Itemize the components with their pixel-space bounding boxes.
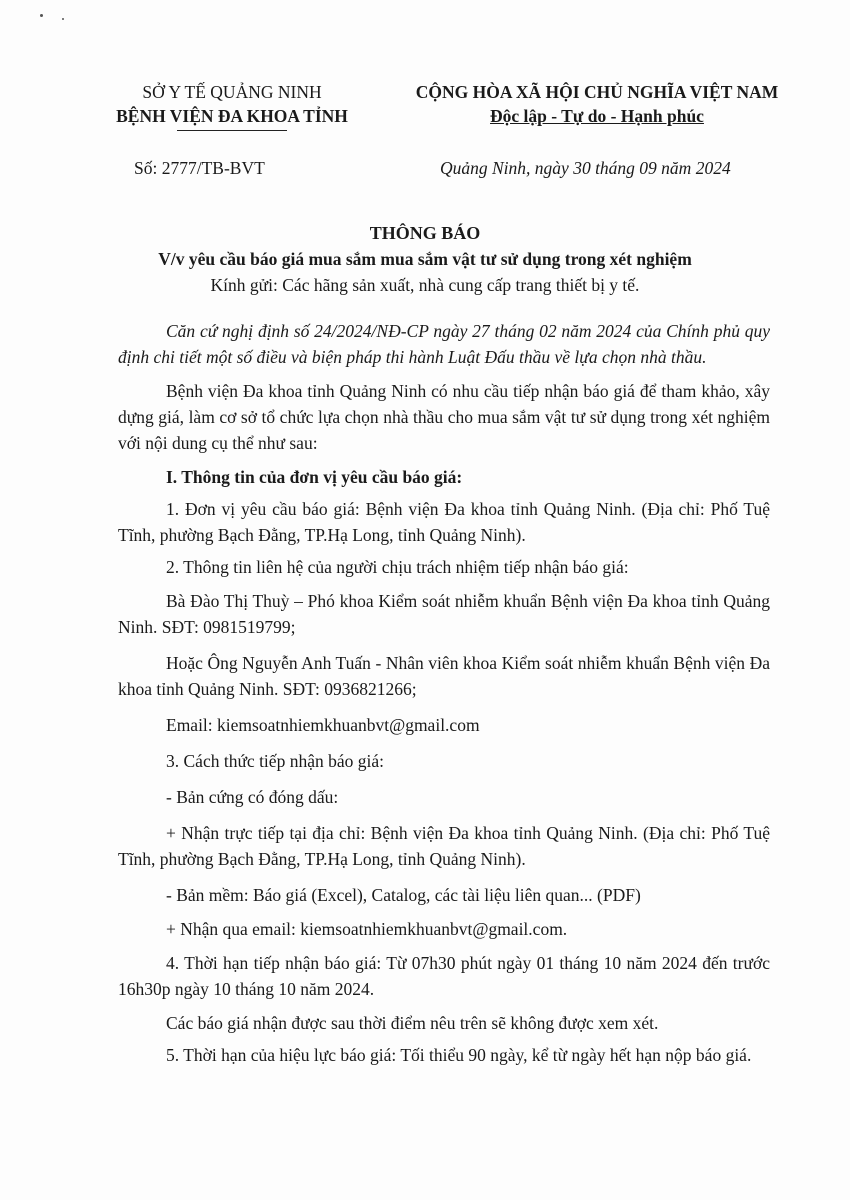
contact-person-1: Bà Đào Thị Thuỳ – Phó khoa Kiểm soát nhiễm khuẩn Bệnh viện Đa khoa tỉnh Quảng Ninh. SĐT: 0981519799;: [118, 591, 770, 637]
issuing-agency: [96, 80, 368, 131]
agency-underline: [177, 130, 287, 131]
legal-basis: Căn cứ nghị định số 24/2024/NĐ-CP ngày 27 tháng 02 năm 2024 của Chính phủ quy định chi tiết một số điều và biện pháp thi hành Luật Đấu thầu về lựa chọn nhà thầu.: [118, 321, 770, 367]
hardcopy-detail: + Nhận trực tiếp tại địa chỉ: Bệnh viện Đa khoa tỉnh Quảng Ninh. (Địa chỉ: Phố Tuệ Tĩnh, phường Bạch Đằng, TP.Hạ Long, tỉnh Quảng Ninh).: [118, 823, 770, 869]
agency-name: BỆNH VIỆN ĐA KHOA TỈNH: [116, 106, 348, 126]
recipient-line: Kính gửi: Các hãng sản xuất, nhà cung cấp trang thiết bị y tế.: [210, 275, 640, 295]
item-validity: 5. Thời hạn của hiệu lực báo giá: Tối thiểu 90 ngày, kể từ ngày hết hạn nộp báo giá.: [166, 1045, 752, 1065]
hardcopy-label: - Bản cứng có đóng dấu:: [166, 787, 339, 807]
title-block: [100, 220, 750, 298]
country-name: CỘNG HÒA XÃ HỘI CHỦ NGHĨA VIỆT NAM: [415, 82, 779, 102]
document-subject: V/v yêu cầu báo giá mua sắm mua sắm vật tư sử dụng trong xét nghiệm: [158, 249, 692, 269]
motto-slogan: Độc lập - Tự do - Hạnh phúc: [490, 106, 704, 126]
contact-email: Email: kiemsoatnhiemkhuanbvt@gmail.com: [166, 715, 480, 735]
scan-speck: [40, 14, 43, 17]
document-title: THÔNG BÁO: [369, 223, 481, 243]
item-deadline: 4. Thời hạn tiếp nhận báo giá: Từ 07h30 phút ngày 01 tháng 10 năm 2024 đến trước 16h30p ngày 10 tháng 10 năm 2024.: [118, 953, 770, 999]
item-receiving-method: 3. Cách thức tiếp nhận báo giá:: [166, 751, 384, 771]
scan-speck: [62, 18, 64, 20]
agency-parent: SỞ Y TẾ QUẢNG NINH: [142, 82, 322, 102]
intro-paragraph: Bệnh viện Đa khoa tỉnh Quảng Ninh có nhu cầu tiếp nhận báo giá để tham khảo, xây dựng giá, làm cơ sở tổ chức lựa chọn nhà thầu cho mua sắm vật tư sử dụng trong xét nghiệm với nội dung cụ thể như sau:: [118, 381, 770, 453]
document-body: [118, 318, 770, 1068]
section-heading: I. Thông tin của đơn vị yêu cầu báo giá:: [166, 467, 463, 487]
national-motto: [392, 80, 802, 128]
contact-person-2: Hoặc Ông Nguyễn Anh Tuấn - Nhân viên khoa Kiểm soát nhiễm khuẩn Bệnh viện Đa khoa tỉnh Quảng Ninh. SĐT: 0936821266;: [118, 653, 770, 699]
softcopy-label: - Bản mềm: Báo giá (Excel), Catalog, các tài liệu liên quan... (PDF): [166, 885, 641, 905]
item-requesting-unit: 1. Đơn vị yêu cầu báo giá: Bệnh viện Đa khoa tỉnh Quảng Ninh. (Địa chỉ: Phố Tuệ Tĩnh, phường Bạch Đằng, TP.Hạ Long, tỉnh Quảng Ninh).: [118, 499, 770, 545]
softcopy-detail: + Nhận qua email: kiemsoatnhiemkhuanbvt@gmail.com.: [166, 919, 568, 939]
late-submission-note: Các báo giá nhận được sau thời điểm nêu trên sẽ không được xem xét.: [166, 1013, 659, 1033]
item-contact-info: 2. Thông tin liên hệ của người chịu trách nhiệm tiếp nhận báo giá:: [166, 557, 629, 577]
document-date: Quảng Ninh, ngày 30 tháng 09 năm 2024: [440, 158, 731, 178]
document-number: Số: 2777/TB-BVT: [134, 158, 265, 178]
